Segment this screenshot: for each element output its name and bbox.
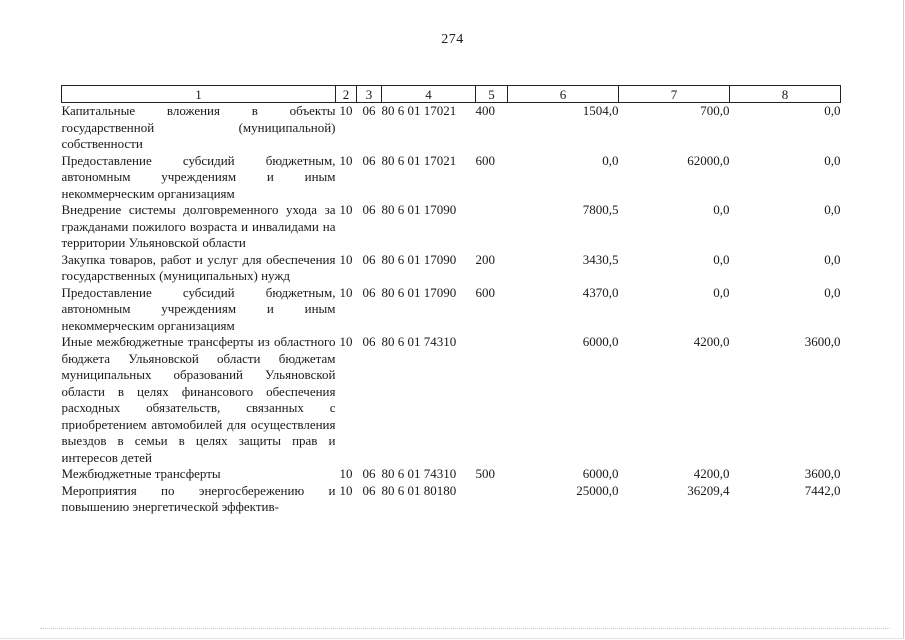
row-section: 10 xyxy=(339,334,353,349)
row-subsection: 06 xyxy=(362,334,376,349)
row-subsection: 06 xyxy=(362,466,376,481)
header-col-5: 5 xyxy=(476,86,508,103)
row-value-8: 0,0 xyxy=(824,152,841,168)
row-type xyxy=(476,202,508,252)
table-row xyxy=(62,202,841,252)
row-type xyxy=(476,483,508,516)
row-name: Капитальные вложения в объекты государственной (муниципальной) собственности xyxy=(61,103,336,151)
table-row xyxy=(62,153,841,203)
row-subsection: 06 xyxy=(362,284,376,300)
row-value-6: 0,0 xyxy=(602,152,619,168)
row-name: Предоставление субсидий бюджетным, автономным учреждениям и иным некоммерческим организациям xyxy=(61,284,336,333)
budget-table xyxy=(61,85,841,516)
row-value-8: 0,0 xyxy=(824,284,841,300)
row-type: 600 xyxy=(475,284,495,300)
row-code: 80 6 01 17090 xyxy=(381,251,457,267)
row-value-8: 0,0 xyxy=(824,103,841,118)
header-col-1: 1 xyxy=(62,86,336,103)
row-value-6: 6000,0 xyxy=(582,466,619,481)
header-col-6: 6 xyxy=(508,86,619,103)
header-col-2: 2 xyxy=(336,86,357,103)
row-name: Предоставление субсидий бюджетным, автономным учреждениям и иным некоммерческим организациям xyxy=(61,152,336,201)
row-section: 10 xyxy=(339,466,353,481)
table-row xyxy=(62,103,841,153)
row-code: 80 6 01 74310 xyxy=(381,334,457,349)
row-section: 10 xyxy=(339,103,353,118)
header-row xyxy=(62,86,841,103)
row-code: 80 6 01 17090 xyxy=(381,202,457,217)
row-section: 10 xyxy=(339,202,353,217)
row-subsection: 06 xyxy=(362,103,376,118)
row-type: 400 xyxy=(475,103,495,118)
row-value-7: 4200,0 xyxy=(693,334,730,349)
row-name: Внедрение системы долговременного ухода за гражданами пожилого возраста и инвалидами на территории Ульяновской области xyxy=(61,202,336,250)
row-value-7: 0,0 xyxy=(713,251,730,267)
row-value-6: 7800,5 xyxy=(582,202,619,217)
row-name: Иные межбюджетные трансферты из областного бюджета Ульяновской области бюджетам муниципальных образований Ульяновской области в целях финансового обеспечения расходных обязательств, связанных с приобретением автомобилей для осуществления выездов в семьи в целях защиты прав и интересов детей xyxy=(61,334,336,465)
row-name: Межбюджетные трансферты xyxy=(61,466,221,481)
header-col-8: 8 xyxy=(730,86,841,103)
table-row xyxy=(62,285,841,335)
header-col-4: 4 xyxy=(382,86,476,103)
row-value-7: 0,0 xyxy=(713,284,730,300)
page-number: 274 xyxy=(441,32,464,47)
row-value-7: 700,0 xyxy=(700,103,730,118)
row-value-8: 3600,0 xyxy=(804,334,841,349)
header-col-3: 3 xyxy=(357,86,382,103)
table-row xyxy=(62,252,841,285)
table-row xyxy=(62,483,841,516)
row-code: 80 6 01 17021 xyxy=(381,152,457,168)
row-value-6: 6000,0 xyxy=(582,334,619,349)
scan-artifact-line xyxy=(40,628,890,630)
row-code: 80 6 01 17090 xyxy=(381,284,457,300)
header-col-7: 7 xyxy=(619,86,730,103)
row-name: Закупка товаров, работ и услуг для обеспечения государственных (муниципальных) нужд xyxy=(61,251,336,283)
row-subsection: 06 xyxy=(362,152,376,168)
row-value-8: 3600,0 xyxy=(804,466,841,481)
row-value-6: 1504,0 xyxy=(582,103,619,118)
row-subsection: 06 xyxy=(362,251,376,267)
row-section: 10 xyxy=(339,284,353,300)
row-type xyxy=(476,334,508,466)
row-code: 80 6 01 80180 xyxy=(381,482,457,498)
table-row xyxy=(62,466,841,483)
row-value-8: 0,0 xyxy=(824,251,841,267)
row-type: 200 xyxy=(475,251,495,267)
row-value-8: 7442,0 xyxy=(804,482,841,498)
table-row xyxy=(62,334,841,466)
row-code: 80 6 01 17021 xyxy=(381,103,457,118)
row-value-7: 36209,4 xyxy=(687,482,730,498)
row-value-8: 0,0 xyxy=(824,202,841,217)
row-value-6: 3430,5 xyxy=(582,251,619,267)
row-value-6: 4370,0 xyxy=(582,284,619,300)
row-section: 10 xyxy=(339,251,353,267)
row-value-7: 4200,0 xyxy=(693,466,730,481)
row-type: 600 xyxy=(475,152,495,168)
row-value-7: 0,0 xyxy=(713,202,730,217)
row-section: 10 xyxy=(339,152,353,168)
row-subsection: 06 xyxy=(362,482,376,498)
row-name: Мероприятия по энергосбережению и повышению энергетической эффектив- xyxy=(61,482,336,514)
row-type: 500 xyxy=(475,466,495,481)
row-code: 80 6 01 74310 xyxy=(381,466,457,481)
row-value-7: 62000,0 xyxy=(687,152,730,168)
row-value-6: 25000,0 xyxy=(576,482,619,498)
row-subsection: 06 xyxy=(362,202,376,217)
row-section: 10 xyxy=(339,482,353,498)
